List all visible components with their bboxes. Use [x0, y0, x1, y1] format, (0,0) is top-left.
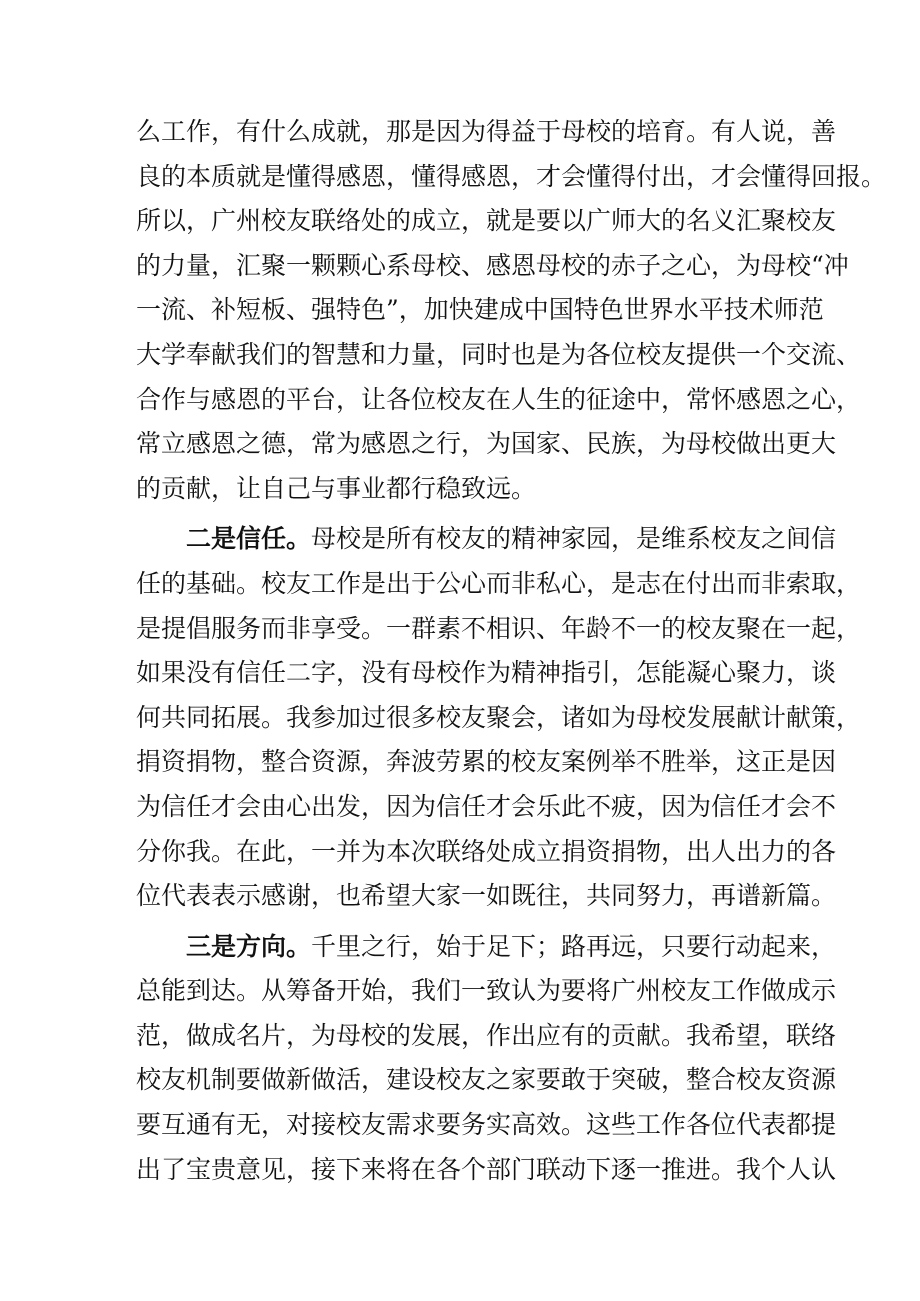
- text-run: 千里之行，始于足下；路再远，只要行动起来，: [311, 931, 837, 961]
- body-text: [136, 110, 887, 1192]
- text-line: 分你我。在此，一并为本次联络处成立捐资捐物，出人出力的各: [136, 836, 837, 866]
- text-line: 良的本质就是懂得感恩，懂得感恩，才会懂得付出，才会懂得回报。: [136, 161, 887, 191]
- text-line: 捐资捐物，整合资源，奔波劳累的校友案例举不胜举，这正是因: [136, 747, 837, 777]
- text-line: 所以，广州校友联络处的成立，就是要以广师大的名义汇聚校友: [136, 206, 837, 236]
- paragraph-heading-direction: 三是方向。: [186, 931, 312, 961]
- paragraph-heading-trust: 二是信任。: [186, 524, 312, 554]
- text-line: 范，做成名片，为母校的发展，作出应有的贡献。我希望，联络: [136, 1020, 837, 1050]
- text-line: 要互通有无，对接校友需求要务实高效。这些工作各位代表都提: [136, 1110, 837, 1140]
- text-line: 任的基础。校友工作是出于公心而非私心，是志在付出而非索取，: [136, 568, 862, 598]
- text-line: 为信任才会由心出发，因为信任才会乐此不疲，因为信任才会不: [136, 791, 837, 821]
- text-line: 出了宝贵意见，接下来将在各个部门联动下逐一推进。我个人认: [136, 1154, 837, 1184]
- paragraph-gratitude: [136, 110, 887, 511]
- paragraph-first-line: [136, 517, 837, 562]
- text-line: 如果没有信任二字，没有母校作为精神指引，怎能凝心聚力，谈: [136, 658, 837, 688]
- paragraph-direction: [136, 925, 837, 1193]
- text-line: 常立感恩之德，常为感恩之行，为国家、民族，为母校做出更大: [136, 429, 837, 459]
- text-line: 大学奉献我们的智慧和力量，同时也是为各位校友提供一个交流、: [136, 339, 862, 369]
- text-line: 的贡献，让自己与事业都行稳致远。: [136, 473, 537, 503]
- text-line: 何共同拓展。我参加过很多校友聚会，诸如为母校发展献计献策，: [136, 702, 862, 732]
- text-line: 的力量，汇聚一颗颗心系母校、感恩母校的赤子之心，为母校“冲: [136, 250, 849, 280]
- text-line: 总能到达。从筹备开始，我们一致认为要将广州校友工作做成示: [136, 976, 837, 1006]
- paragraph-first-line: [136, 925, 837, 970]
- text-line: 一流、补短板、强特色”，加快建成中国特色世界水平技术师范: [136, 295, 824, 325]
- text-line: 位代表表示感谢，也希望大家一如既往，共同努力，再谱新篇。: [136, 881, 837, 911]
- text-run: 母校是所有校友的精神家园，是维系校友之间信: [311, 524, 837, 554]
- text-line: 是提倡服务而非享受。一群素不相识、年龄不一的校友聚在一起，: [136, 613, 862, 643]
- paragraph-trust: [136, 517, 862, 918]
- text-line: 校友机制要做新做活，建设校友之家要敢于突破，整合校友资源: [136, 1065, 837, 1095]
- text-line: 么工作，有什么成就，那是因为得益于母校的培育。有人说，善: [136, 117, 837, 146]
- text-line: 合作与感恩的平台，让各位校友在人生的征途中，常怀感恩之心，: [136, 384, 862, 414]
